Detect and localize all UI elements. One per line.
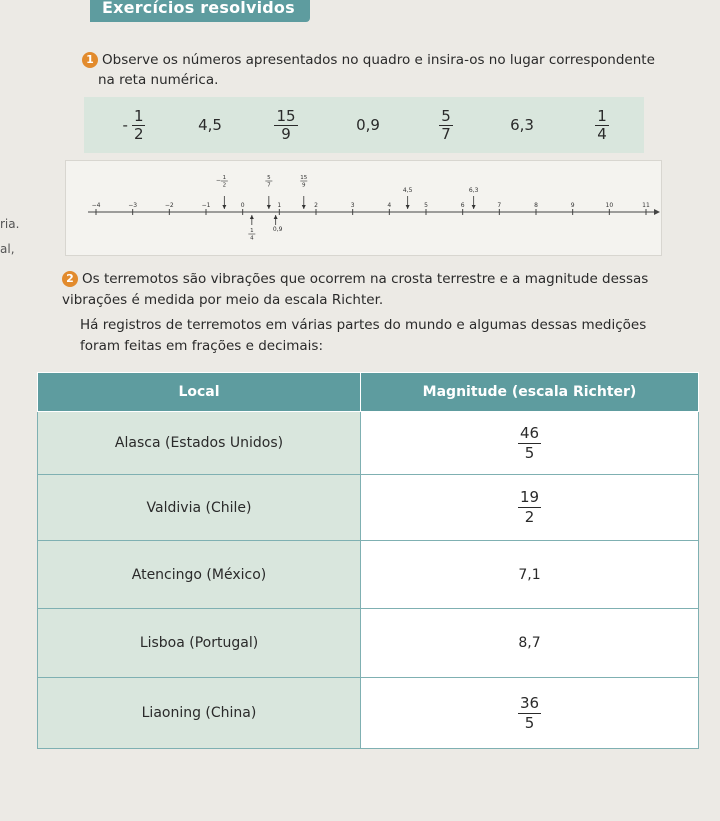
placed-value-label: 4,5	[402, 187, 413, 194]
placed-value-label: 2	[222, 182, 227, 189]
number-line-tick-label: −3	[128, 202, 138, 209]
table-row	[38, 475, 699, 541]
table-header: Magnitude (escala Richter)	[361, 373, 699, 412]
placed-value-label: 5	[267, 175, 271, 181]
number-line-tick-label: 1	[277, 202, 282, 209]
number-line-box	[65, 160, 662, 256]
number-line	[66, 161, 661, 255]
number-line-tick-label: 9	[570, 202, 575, 209]
value-item	[256, 97, 316, 153]
placed-value-label: 1	[222, 175, 227, 181]
value-item: 4,5	[198, 116, 222, 134]
fraction: $\frac{1}{2}$	[133, 106, 144, 143]
arrow-head-icon	[302, 205, 306, 209]
location-cell: Lisboa (Portugal)	[38, 609, 361, 678]
placed-value-label: 9	[302, 182, 306, 189]
question-1	[82, 50, 662, 90]
placed-value-label: 6,3	[468, 187, 479, 194]
arrow-head-icon	[222, 205, 226, 209]
question-text: Observe os números apresentados no quadro e insira-os no lugar correspondente	[102, 52, 655, 68]
placed-value-label: 1	[250, 228, 254, 234]
fraction: $\frac{19}{2}$	[519, 488, 540, 526]
location-cell: Liaoning (China)	[38, 678, 361, 749]
fraction: $\frac{5}{7}$	[441, 106, 451, 143]
question-text: Os terremotos são vibrações que ocorrem na crosta terrestre e a magnitude dessas vibrações é medida por meio da escala Richter.	[62, 271, 649, 308]
number-line-tick-label: 2	[314, 202, 318, 209]
question-number-badge: 1	[82, 52, 98, 68]
number-line-tick-label: 5	[424, 202, 428, 209]
page-title: Exercícios resolvidos	[102, 0, 295, 17]
magnitude-cell	[361, 475, 699, 541]
table-row	[38, 412, 699, 475]
arrow-head-icon	[472, 205, 476, 209]
magnitude-cell	[361, 412, 699, 475]
value-item	[416, 97, 476, 153]
fraction: $\frac{15}{9}$	[276, 106, 296, 143]
placed-value-label: 0,9	[272, 226, 283, 233]
number-line-tick-label: 3	[350, 202, 355, 209]
table-header: Local	[38, 373, 361, 412]
question-2	[62, 269, 672, 357]
placed-value-label: 4	[250, 235, 254, 242]
question-text: na reta numérica.	[98, 72, 219, 88]
number-line-tick-label: −1	[201, 202, 211, 209]
number-line-tick-label: 7	[497, 202, 502, 209]
number-line-tick-label: 11	[642, 202, 650, 209]
value-item: - $\frac{1}{2}$	[122, 106, 144, 143]
value-item: 6,3	[510, 116, 534, 134]
location-cell: Valdivia (Chile)	[38, 475, 361, 541]
number-line-tick-label: 6	[460, 202, 465, 209]
axis-arrow-icon	[654, 209, 660, 215]
number-line-tick-label: 10	[605, 202, 614, 209]
number-line-tick-label: 4	[387, 202, 392, 209]
richter-table	[37, 372, 699, 749]
table-row	[38, 541, 699, 609]
fraction: $\frac{46}{5}$	[519, 423, 540, 462]
arrow-head-icon	[267, 205, 271, 209]
table-row	[38, 678, 699, 749]
fraction: $\frac{36}{5}$	[519, 693, 540, 732]
number-line-tick-label: −2	[164, 202, 174, 209]
magnitude-cell: 7,1	[361, 541, 699, 609]
number-line-tick-label: 8	[534, 202, 538, 209]
cut-off-word: al,	[0, 242, 15, 256]
placed-value-label: 7	[267, 182, 271, 189]
placed-value-label: 15	[300, 175, 308, 181]
numbers-box	[84, 97, 644, 153]
value-item	[572, 97, 632, 153]
arrow-head-icon	[274, 215, 278, 219]
location-cell: Alasca (Estados Unidos)	[38, 412, 361, 475]
number-line-tick-label: −4	[91, 202, 101, 209]
location-cell: Atencingo (México)	[38, 541, 361, 609]
fraction: $\frac{1}{4}$	[597, 106, 607, 143]
placed-value-label: −	[215, 177, 221, 184]
question-text: Há registros de terremotos em várias partes do mundo e algumas dessas medições foram feitas em frações e decimais:	[80, 317, 647, 354]
magnitude-cell: 8,7	[361, 609, 699, 678]
number-line-tick-label: 0	[240, 202, 245, 209]
arrow-head-icon	[250, 215, 254, 219]
magnitude-cell	[361, 678, 699, 749]
arrow-head-icon	[406, 205, 410, 209]
question-number-badge: 2	[62, 271, 78, 287]
cut-off-word: ria.	[0, 217, 20, 231]
table-row	[38, 609, 699, 678]
value-item: 0,9	[356, 116, 380, 134]
